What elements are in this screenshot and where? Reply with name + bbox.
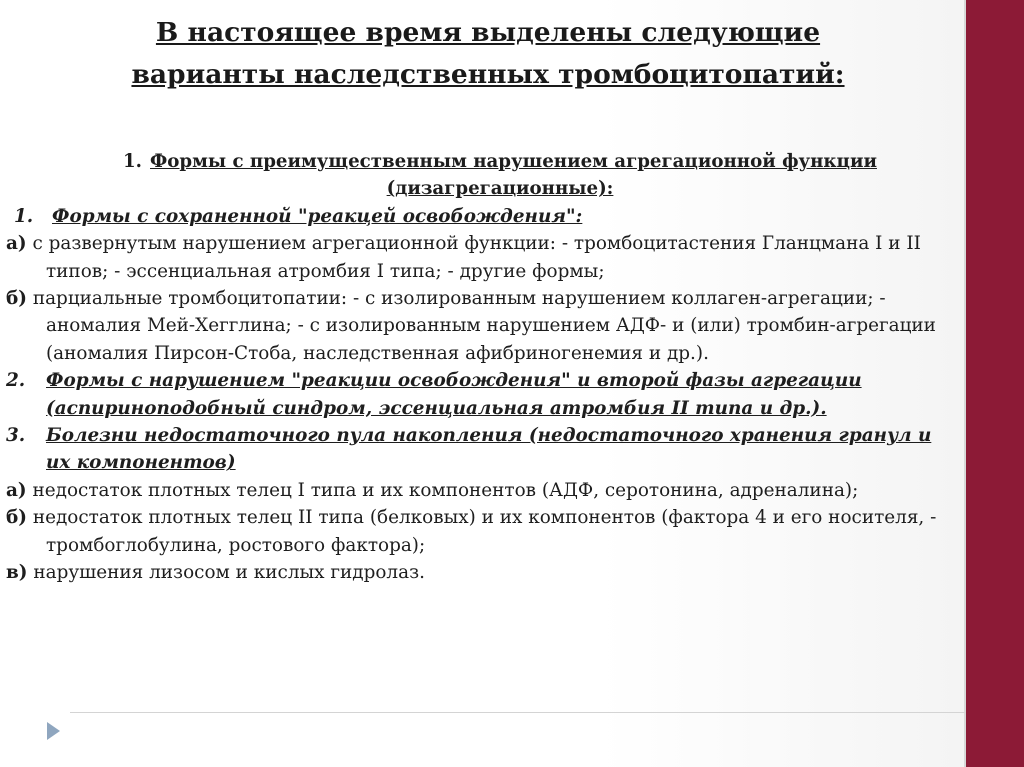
title-line-1: В настоящее время выделены следующие <box>155 17 821 48</box>
section-number: 1. <box>123 151 143 172</box>
item-text: нарушения лизосом и кислых гидролаз. <box>33 562 425 584</box>
item-text: недостаток плотных телец II типа (белковых) и их компонентов (фактора 4 и его носителя, - тромбоглобулина, ростового фактора); <box>32 507 937 556</box>
list-item-b2 <box>6 504 958 559</box>
list-item-v <box>6 559 958 586</box>
accent-side-bar <box>966 0 1024 767</box>
item-label: б) <box>6 507 27 529</box>
section-heading-1 <box>6 148 958 203</box>
item-label: в) <box>6 562 28 584</box>
section-heading-line-2: (дизагрегационные): <box>386 178 614 200</box>
section-heading-line-1: Формы с преимущественным нарушением агрегационной функции <box>150 151 877 172</box>
item-text: с развернутым нарушением агрегационной функции: - тромбоцитастения Гланцмана I и II типов; - эссенциальная атромбия I типа; - другие формы; <box>32 233 921 282</box>
list-item-a <box>6 230 958 285</box>
item-text: парциальные тромбоцитопатии: - с изолированным нарушением коллаген-агрегации; - аномалия Мей-Хегглина; - с изолированным нарушением АДФ- и (или) тромбин-агрегации (аномалия Пирсон-Стоба, наследственная афибриногенемия и др.). <box>32 288 936 364</box>
subsection-2 <box>6 367 958 422</box>
slide-title <box>10 12 966 96</box>
subsection-1 <box>6 203 958 230</box>
list-item-b <box>6 285 958 367</box>
footer-divider <box>70 712 966 713</box>
subsection-number: 1. <box>14 205 34 227</box>
slide-content <box>6 148 958 587</box>
list-item-a2 <box>6 477 958 504</box>
subsection-text: Формы с сохраненной "реакцей освобождения": <box>52 205 583 227</box>
triangle-right-icon[interactable] <box>47 722 60 740</box>
item-label: а) <box>6 479 27 501</box>
item-label: а) <box>6 233 27 255</box>
title-line-2: варианты наследственных тромбоцитопатий: <box>131 59 845 90</box>
subsection-text: Формы с нарушением "реакции освобождения" и второй фазы агрегации (аспириноподобный синдром, эссенциальная атромбия II типа и др.). <box>46 370 862 419</box>
subsection-number: 2. <box>6 370 26 392</box>
subsection-number: 3. <box>6 425 26 447</box>
item-text: недостаток плотных телец I типа и их компонентов (АДФ, серотонина, адреналина); <box>32 479 859 501</box>
subsection-3 <box>6 422 958 477</box>
item-label: б) <box>6 288 27 310</box>
subsection-text: Болезни недостаточного пула накопления (недостаточного хранения гранул и их компонентов) <box>46 425 932 474</box>
